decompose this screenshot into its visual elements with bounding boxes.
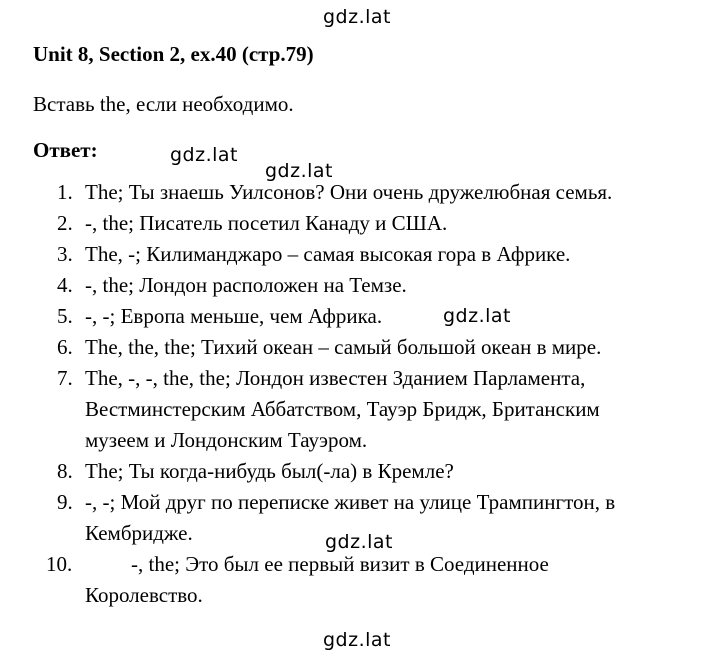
- page-title: Unit 8, Section 2, ex.40 (стр.79): [33, 42, 314, 66]
- answer-item-10: [0, 549, 720, 611]
- answer-item-2: [0, 208, 720, 239]
- answer-number: 5.: [57, 304, 73, 328]
- answer-text: -, -; Европа меньше, чем Африка.: [85, 304, 383, 328]
- answer-number: 6.: [57, 335, 73, 359]
- watermark-item-5: gdz.lat: [443, 305, 512, 327]
- answer-item-1: [0, 177, 720, 208]
- answer-item-8: [0, 456, 720, 487]
- watermark-item-9: gdz.lat: [325, 531, 394, 553]
- exercise-instruction: Вставь the, если необходимо.: [33, 92, 294, 116]
- answer-text-continued: музеем и Лондонским Тауэром.: [85, 428, 368, 452]
- answer-number: 10.: [46, 552, 73, 576]
- answer-text: -, -; Мой друг по переписке живет на улице Трампингтон, в: [85, 490, 616, 514]
- answer-number: 1.: [57, 180, 73, 204]
- answer-text: The, -; Килиманджаро – самая высокая гора в Африке.: [85, 242, 571, 266]
- answer-item-5: [0, 301, 720, 332]
- answer-text: The; Ты знаешь Уилсонов? Они очень дружелюбная семья.: [85, 180, 613, 204]
- answer-item-4: [0, 270, 720, 301]
- watermark-top: gdz.lat: [323, 6, 392, 28]
- answer-text: [85, 549, 710, 580]
- watermark-answer-2: gdz.lat: [265, 160, 334, 182]
- answer-text: -, the; Лондон расположен на Темзе.: [85, 273, 407, 297]
- answer-text: The; Ты когда-нибудь был(-ла) в Кремле?: [85, 459, 454, 483]
- watermark-answer-1: gdz.lat: [170, 144, 239, 166]
- answer-text-continued: Вестминстерским Аббатством, Тауэр Бридж, Британским: [85, 397, 600, 421]
- answer-text: The, -, -, the, the; Лондон известен Зданием Парламента,: [85, 366, 586, 390]
- answer-text: The, the, the; Тихий океан – самый большой океан в мире.: [85, 335, 602, 359]
- answer-number: 4.: [57, 273, 73, 297]
- answer-item-3: [0, 239, 720, 270]
- answer-number: 7.: [57, 366, 73, 390]
- answer-text: -, the; Писатель посетил Канаду и США.: [85, 211, 448, 235]
- answer-item-6: [0, 332, 720, 363]
- answer-number: 3.: [57, 242, 73, 266]
- watermark-bottom: gdz.lat: [323, 629, 392, 651]
- answer-text-main: -, the; Это был ее первый визит в Соединенное: [131, 552, 549, 576]
- answer-number: 9.: [57, 490, 73, 514]
- answer-number: 2.: [57, 211, 73, 235]
- answer-label: Ответ:: [33, 138, 98, 162]
- answer-text-continued: Королевство.: [85, 583, 203, 607]
- answer-number: 8.: [57, 459, 73, 483]
- answer-text-continued: Кембридже.: [85, 521, 193, 545]
- answer-item-7: [0, 363, 720, 456]
